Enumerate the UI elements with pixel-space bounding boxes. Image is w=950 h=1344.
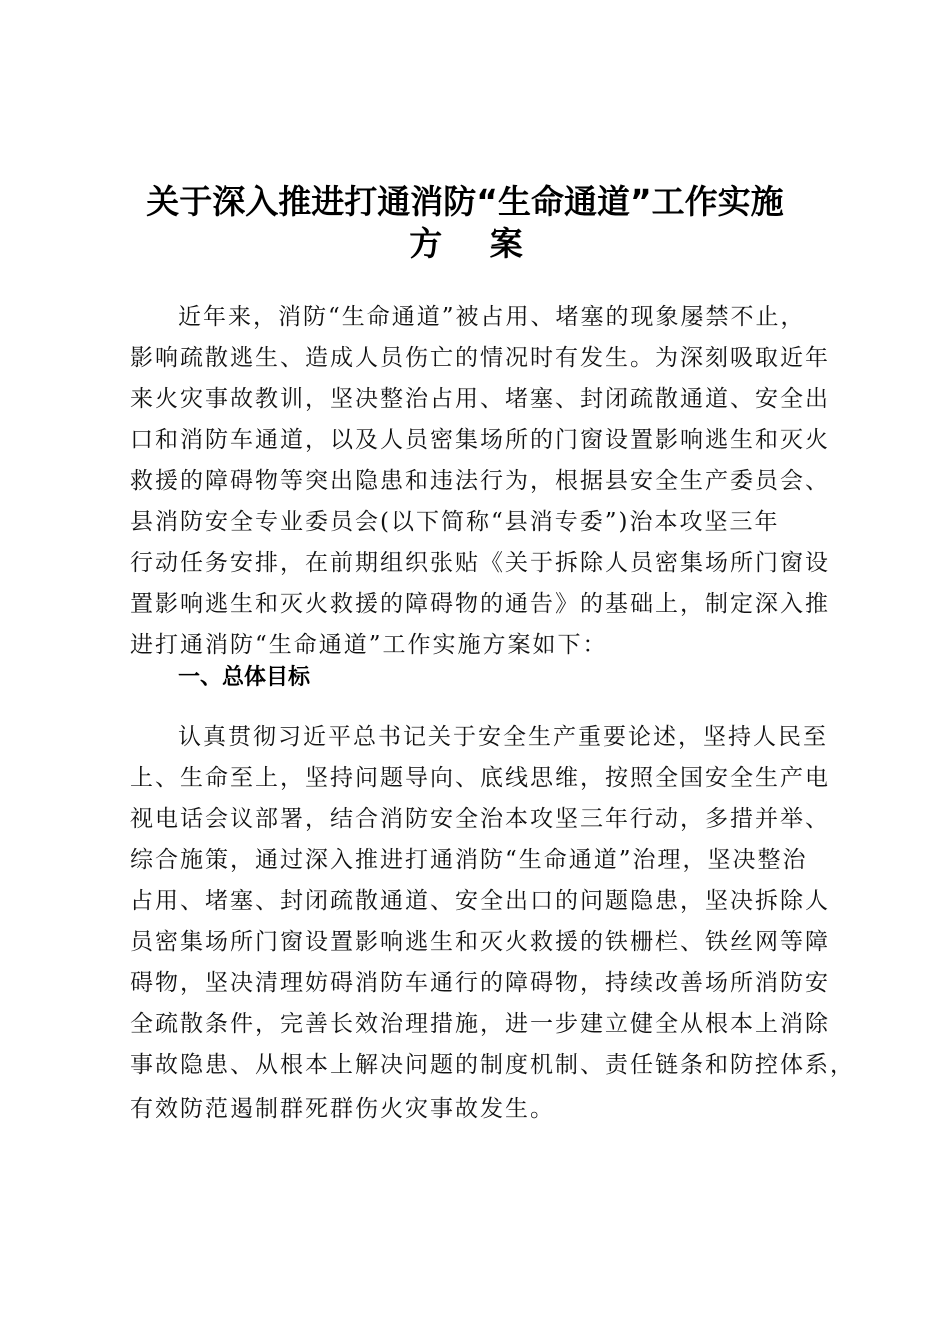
intro-line: 口和消防车通道，以及人员密集场所的门窗设置影响逃生和灭火: [130, 427, 830, 453]
intro-line: 置影响逃生和灭火救援的障碍物的通告》的基础上，制定深入推: [130, 591, 830, 617]
intro-line: 近年来，消防“生命通道”被占用、堵塞的现象屡禁不止，: [178, 304, 806, 330]
section1-line: 认真贯彻习近平总书记关于安全生产重要论述，坚持人民至: [178, 724, 828, 750]
section1-line: 占用、堵塞、封闭疏散通道、安全出口的问题隐患，坚决拆除人: [130, 888, 830, 914]
section1-line: 综合施策，通过深入推进打通消防“生命通道”治理，坚决整治: [130, 847, 808, 873]
section1-line: 有效防范遏制群死群伤火灾事故发生。: [130, 1096, 555, 1122]
section1-line: 事故隐患、从根本上解决问题的制度机制、责任链条和防控体系，: [130, 1052, 855, 1078]
intro-line: 县消防安全专业委员会(以下简称“县消专委”)治本攻坚三年: [130, 509, 780, 535]
document-title-line1: 关于深入推进打通消防“生命通道”工作实施: [146, 182, 784, 221]
document-title-line2: 方 案: [409, 224, 541, 263]
section1-line: 视电话会议部署，结合消防安全治本攻坚三年行动，多措并举、: [130, 806, 830, 832]
section-heading-overall-goal: 一、总体目标: [178, 665, 311, 690]
intro-line: 救援的障碍物等突出隐患和违法行为，根据县安全生产委员会、: [130, 468, 830, 494]
section1-line: 上、生命至上，坚持问题导向、底线思维，按照全国安全生产电: [130, 765, 830, 791]
section1-line: 员密集场所门窗设置影响逃生和灭火救援的铁栅栏、铁丝网等障: [130, 929, 830, 955]
intro-line: 进打通消防“生命通道”工作实施方案如下：: [130, 632, 608, 658]
intro-line: 行动任务安排，在前期组织张贴《关于拆除人员密集场所门窗设: [130, 550, 830, 576]
section1-line: 碍物，坚决清理妨碍消防车通行的障碍物，持续改善场所消防安: [130, 970, 830, 996]
intro-line: 来火灾事故教训，坚决整治占用、堵塞、封闭疏散通道、安全出: [130, 386, 830, 412]
intro-line: 影响疏散逃生、造成人员伤亡的情况时有发生。为深刻吸取近年: [130, 345, 830, 371]
section1-line: 全疏散条件，完善长效治理措施，进一步建立健全从根本上消除: [130, 1011, 830, 1037]
